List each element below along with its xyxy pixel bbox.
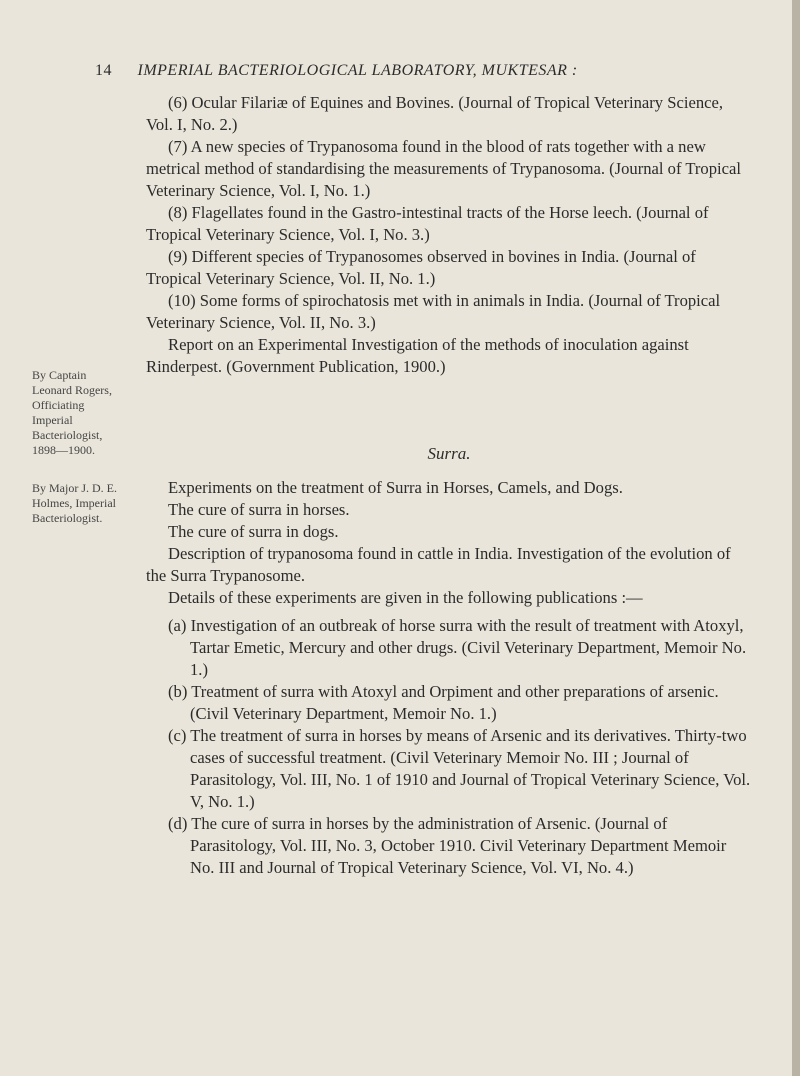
running-title: IMPERIAL BACTERIOLOGICAL LABORATORY, MUKTESAR :: [137, 62, 578, 79]
publication-item: (10) Some forms of spirochatosis met with in animals in India. (Journal of Tropical Veterinary Science, Vol. II, No. 3.): [146, 291, 721, 332]
surra-publication: (c) The treatment of surra in horses by means of Arsenic and its derivatives. Thirty-two cases of successful treatment. (Civil Veterinary Memoir No. III ; Journal of Parasitology, Vol. III, No. 1 of 1910 and Journal of Tropical Veterinary Science, Vol. V, No. 1.): [168, 726, 751, 811]
publication-item: (7) A new species of Trypanosoma found in the blood of rats together with a new metrical method of standardising the measurements of Trypanosoma. (Journal of Tropical Veterinary Science, Vol. I, No. 1.): [146, 137, 741, 200]
page-header: [95, 62, 695, 80]
margin-note-holmes: By Major J. D. E. Holmes, Imperial Bacteriologist.: [32, 481, 117, 525]
surra-paragraph: The cure of surra in dogs.: [168, 522, 339, 541]
surra-section: [146, 477, 752, 879]
page-edge-shadow: [792, 0, 800, 1076]
publications-list: [146, 92, 752, 378]
section-heading: Surra.: [427, 444, 471, 463]
surra-paragraph: Experiments on the treatment of Surra in Horses, Camels, and Dogs.: [168, 478, 623, 497]
page-number: 14: [95, 62, 112, 79]
rogers-report: Report on an Experimental Investigation of the methods of inoculation against Rinderpest. (Government Publication, 1900.): [146, 335, 689, 376]
surra-publication: (b) Treatment of surra with Atoxyl and Orpiment and other preparations of arsenic. (Civil Veterinary Department, Memoir No. 1.): [168, 682, 719, 723]
surra-paragraph: Details of these experiments are given in the following publications :—: [168, 588, 643, 607]
margin-note-rogers: By Captain Leonard Rogers, Officiating Imperial Bacteriologist, 1898—1900.: [32, 368, 112, 457]
surra-publication: (d) The cure of surra in horses by the administration of Arsenic. (Journal of Parasitology, Vol. III, No. 3, October 1910. Civil Veterinary Department Memoir No. III and Journal of Tropical Veterinary Science, Vol. VI, No. 4.): [168, 814, 727, 877]
surra-publication: (a) Investigation of an outbreak of horse surra with the result of treatment with Atoxyl, Tartar Emetic, Mercury and other drugs. (Civil Veterinary Department, Memoir No. 1.): [168, 616, 747, 679]
surra-paragraph: Description of trypanosoma found in cattle in India. Investigation of the evolution of the Surra Trypanosome.: [146, 544, 731, 585]
publication-item: (9) Different species of Trypanosomes observed in bovines in India. (Journal of Tropical Veterinary Science, Vol. II, No. 1.): [146, 247, 696, 288]
publication-item: (8) Flagellates found in the Gastro-intestinal tracts of the Horse leech. (Journal of Tropical Veterinary Science, Vol. I, No. 3.): [146, 203, 709, 244]
publication-item: (6) Ocular Filariæ of Equines and Bovines. (Journal of Tropical Veterinary Science, Vol. I, No. 2.): [146, 93, 723, 134]
surra-paragraph: The cure of surra in horses.: [168, 500, 350, 519]
